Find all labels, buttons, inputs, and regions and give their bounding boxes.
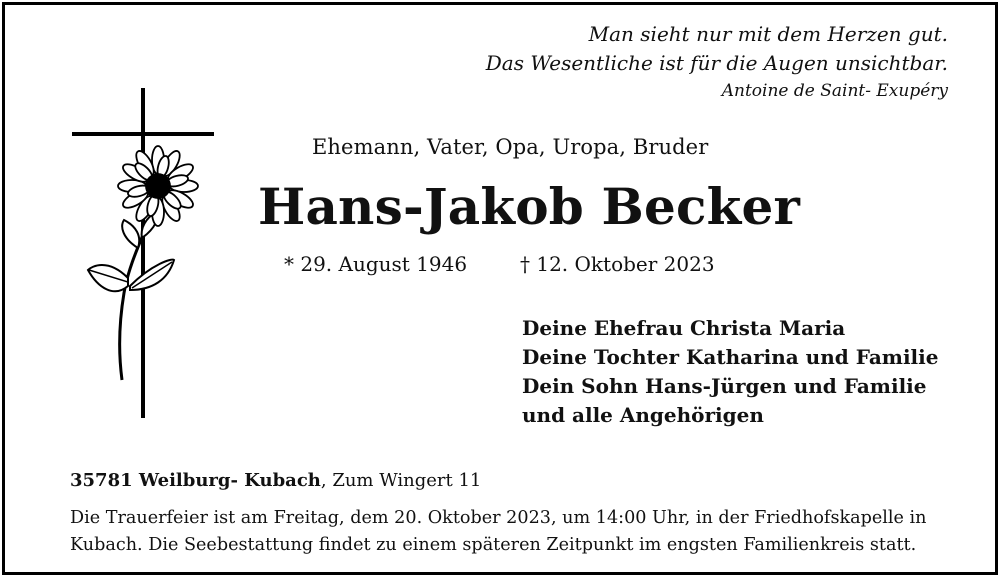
quote-block — [486, 20, 948, 105]
cross-sunflower-icon — [72, 88, 218, 420]
birth-date: * 29. August 1946 — [284, 252, 468, 276]
quote-line-2: Das Wesentliche ist für die Augen unsichtbar. — [485, 51, 948, 75]
mourner-item: Deine Ehefrau Christa Maria — [522, 316, 846, 340]
quote-line-1: Man sieht nur mit dem Herzen gut. — [588, 22, 948, 46]
service-info — [70, 505, 950, 559]
mourners-list — [522, 314, 938, 430]
mourner-item: Deine Tochter Katharina und Familie — [522, 345, 939, 369]
service-line-1: Die Trauerfeier ist am Freitag, dem 20. Oktober 2023, um 14:00 Uhr, in der Friedhofskapelle in — [70, 508, 927, 528]
mourner-item: und alle Angehörigen — [522, 403, 764, 427]
service-line-2: Kubach. Die Seebestattung findet zu einem späteren Zeitpunkt im engsten Familienkreis statt. — [70, 535, 917, 555]
address-line — [70, 470, 481, 491]
mourner-item: Dein Sohn Hans-Jürgen und Familie — [522, 374, 927, 398]
quote-author: Antoine de Saint- Exupéry — [721, 81, 948, 101]
death-date: † 12. Oktober 2023 — [520, 252, 715, 276]
deceased-name: Hans-Jakob Becker — [258, 177, 801, 236]
relation-line: Ehemann, Vater, Opa, Uropa, Bruder — [312, 135, 709, 159]
address-place: 35781 Weilburg- Kubach — [70, 470, 321, 491]
address-street: , Zum Wingert 11 — [320, 470, 482, 491]
